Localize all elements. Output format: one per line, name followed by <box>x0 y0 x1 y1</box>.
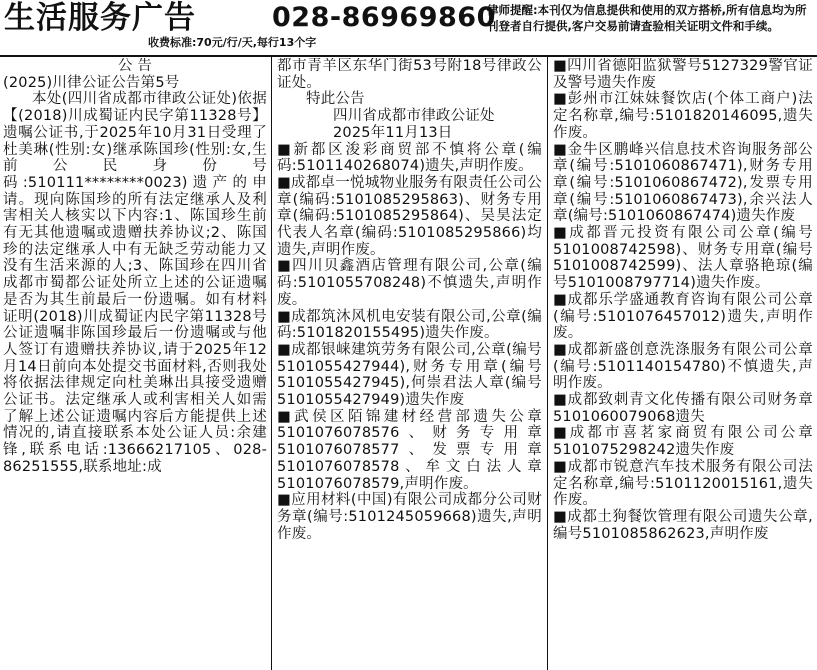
fee-standard: 收费标准:70元/行/天,每行13个字 <box>148 36 317 49</box>
classified-ad: ■成都市喜茗家商贸有限公司公章5101075298242遗失作废 <box>553 425 813 459</box>
column-2 <box>277 58 542 670</box>
classified-ad: ■四川贝鑫酒店管理有限公司,公章(编码:5101055708248)不慎遗失,声明作废。 <box>277 258 542 308</box>
notice-date: 2025年11月13日 <box>333 124 453 141</box>
column-3 <box>553 58 813 670</box>
notice-closing: 特此公告 <box>306 91 365 108</box>
header <box>0 0 817 56</box>
classified-ad: ■应用材料(中国)有限公司成都分公司财务章(编号:5101245059668)遗失,声明作废。 <box>277 492 542 542</box>
classified-ad: ■成都晋元投资有限公司公章(编号5101008742598)、财务专用章(编号5101008742599)、法人章骆艳琼(编号5101008797714)遗失作废。 <box>553 225 813 292</box>
classified-ad: ■成都致刺青文化传播有限公司财务章5101060079068遗失 <box>553 392 813 425</box>
lawyer-notice: 律师提醒:本刊仅为信息提供和使用的双方搭桥,所有信息均为所刊登者自行提供,客户交易前请查验相关证明文件和手续。 <box>487 3 807 33</box>
notice-body-continued: 都市青羊区东华门街53号附18号律政公证处。 <box>277 58 542 91</box>
header-divider <box>0 55 817 57</box>
classified-ad: ■成都筑沐风机电安装有限公司,公章(编码:51018201​55495)遗失作废。 <box>277 308 542 342</box>
classified-ad: ■彭州市江妹妹餐饮店(个体工商户)法定名称章,编号:5101820146095,遗失作废。 <box>553 91 813 141</box>
classified-ad: ■四川省德阳监狱警号5127329警官证及警号遗失作废 <box>553 58 813 91</box>
classified-ad: ■成都土狗餐饮管理有限公司遗失公章,编号51010858626​23,声明作废 <box>553 508 813 542</box>
hotline-phone: 028-86969860 <box>272 2 496 33</box>
classified-ad: ■成都银崃建筑劳务有限公司,公章(编号510105542794​4),财务专用章(编号5101055427945),何崇君法人章(编号5101055427949)遗失作废 <box>277 341 542 409</box>
classified-ad: ■成都乐学盛通教育咨询有限公司公章(编号:5101076457012)遗失,声明作废。 <box>553 291 813 342</box>
notice-body: 本处(四川省成都市律政公证处)依据【(2018)川成蜀证内民字第11328号】遗嘱公证书,于2025年10月31日受理了杜美琳(性别:女)继承陈国珍(性别:女,生前公民身份号码:510111********0023)遗产的申请。现向陈国珍的所有法定继承人及利害相关人核实以下内容:1、陈国珍生前有无其他遗嘱或遗赠扶养协议;2、陈国珍的法定继承人中有无缺乏劳动能力又没有生活来源的人;3、陈国珍在四川省成都市蜀都公证处所立上述的公证遗嘱是否为其生前最后一份遗嘱。如有材料证明(2018)川成蜀证内民字第11328号公证遗嘱非陈国珍最后一份遗嘱或与他人签订有遗赠扶养协议,请于2025年12月14日前向本处提交书面材料,否则我处将依据法律规定向杜美琳出具接受遗赠公证书。法定继承人或利害相关人如需了解上述公证遗嘱内容后方能提供上述情况的,请直接联系本处公证人员:余建锋,联系电话:13666217105、028-86251555,联系地址:成 <box>3 91 267 475</box>
classified-ad: ■成都市锐意汽车技术服务有限公司法定名称章,编号:5101120015161,遗失作废。 <box>553 458 813 509</box>
classified-ad: ■新都区浚彩商贸部不慎将公章(编码:5101140268074)遗失,声明作废。 <box>277 141 542 175</box>
classified-ad: ■金牛区鹏峰兴信息技术咨询服务部公章(编号:5101060867471),财务专用章(编号:5101060867472),发票专用章(编号:5101060867473),余兴法人章(编号:51010608674​74)遗失作废 <box>553 141 813 225</box>
notice-heading: 公 告 <box>117 58 153 74</box>
classified-ad: ■武侯区陌锦建材经营部遗失公章5101076078576、财务专用章5101076078577、发票专用章5101076078578、牟文白法人章5101076078579,声明作废。 <box>277 408 542 492</box>
classified-ad: ■成都卓一悦城物业服务有限责任公司公章(编码:5101085295863)、财务专用章(编码:5101085295864)、吴昊法定代表人名章(编码:5101085295866)均遗失,声明作废。 <box>277 174 542 258</box>
page-title: 生活服务广告 <box>4 0 196 36</box>
notice-number: (2025)川律公证公告第5号 <box>3 74 180 91</box>
notice-org: 四川省成都市律政公证处 <box>333 108 495 125</box>
column-divider <box>547 57 548 670</box>
column-divider <box>271 57 272 670</box>
classified-ad: ■成都新盛创意洗涤服务有限公司公章(编号:5101140154780)不慎遗失,声明作废。 <box>553 341 813 392</box>
column-1 <box>3 58 267 670</box>
